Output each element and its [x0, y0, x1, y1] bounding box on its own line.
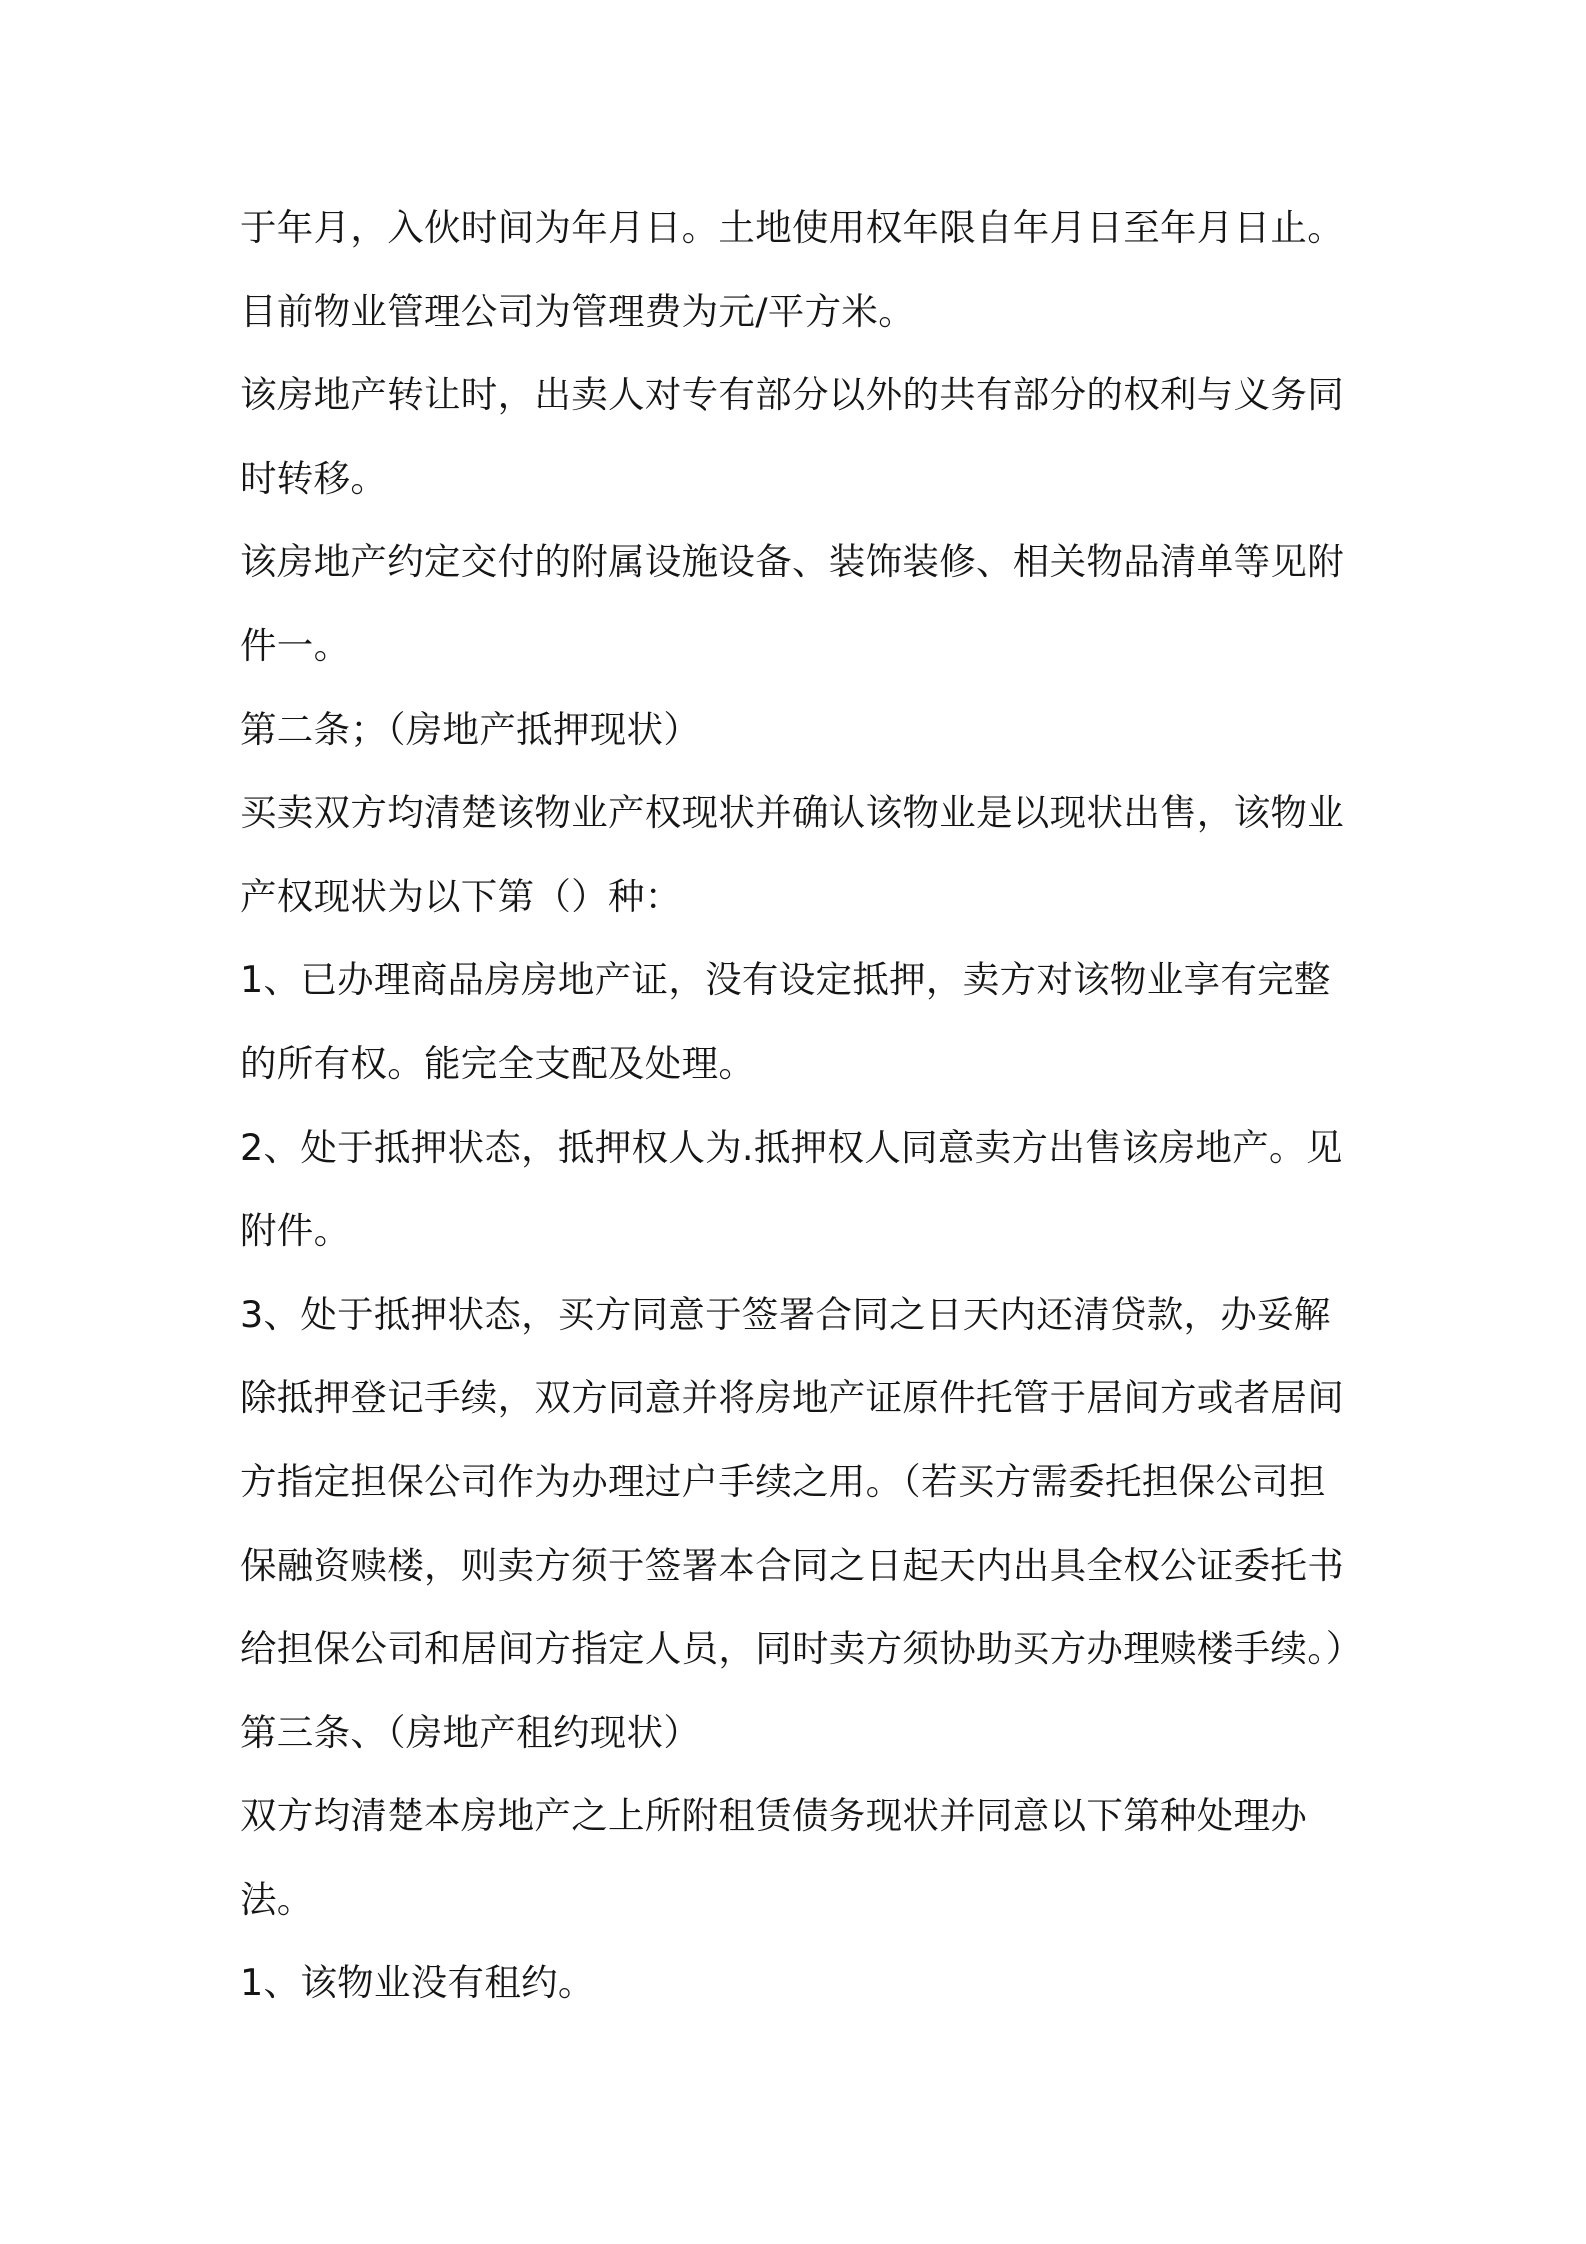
list-item: 1、已办理商品房房地产证，没有设定抵押，卖方对该物业享有完整: [240, 958, 1331, 1002]
article-heading: 第三条、（房地产租约现状）: [240, 1710, 701, 1754]
document-body: [240, 197, 1363, 2036]
text-line: 买卖双方均清楚该物业产权现状并确认该物业是以现状出售，该物业: [240, 791, 1344, 835]
list-item: 1、该物业没有租约。: [240, 1961, 595, 2005]
text-line: 的所有权。能完全支配及处理。: [240, 1041, 756, 1085]
text-line: 该房地产转让时，出卖人对专有部分以外的共有部分的权利与义务同: [240, 373, 1344, 417]
text-line: 件一。: [240, 623, 351, 667]
text-line: 法。: [240, 1877, 314, 1921]
text-line: 时转移。: [240, 456, 388, 500]
text-line: 保融资赎楼，则卖方须于签署本合同之日起天内出具全权公证委托书: [240, 1543, 1344, 1587]
list-item: 2、处于抵押状态，抵押权人为.抵押权人同意卖方出售该房地产。见: [240, 1125, 1343, 1169]
text-line: 目前物业管理公司为管理费为元/平方米。: [240, 289, 915, 333]
text-line: 方指定担保公司作为办理过户手续之用。（若买方需委托担保公司担: [240, 1459, 1326, 1503]
text-line: 除抵押登记手续，双方同意并将房地产证原件托管于居间方或者居间: [240, 1376, 1344, 1420]
text-line: 双方均清楚本房地产之上所附租赁债务现状并同意以下第种处理办: [240, 1794, 1308, 1838]
text-line: 该房地产约定交付的附属设施设备、装饰装修、相关物品清单等见附: [240, 540, 1344, 584]
list-item: 3、处于抵押状态，买方同意于签署合同之日天内还清贷款，办妥解: [240, 1292, 1331, 1336]
text-line: 给担保公司和居间方指定人员，同时卖方须协助买方办理赎楼手续。）: [240, 1627, 1363, 1671]
text-line: 于年月，入伙时间为年月日。土地使用权年限自年月日至年月日止。: [240, 206, 1344, 249]
article-heading: 第二条；（房地产抵押现状）: [240, 707, 701, 751]
text-line: 产权现状为以下第（）种：: [240, 874, 682, 918]
text-line: 附件。: [240, 1209, 351, 1253]
